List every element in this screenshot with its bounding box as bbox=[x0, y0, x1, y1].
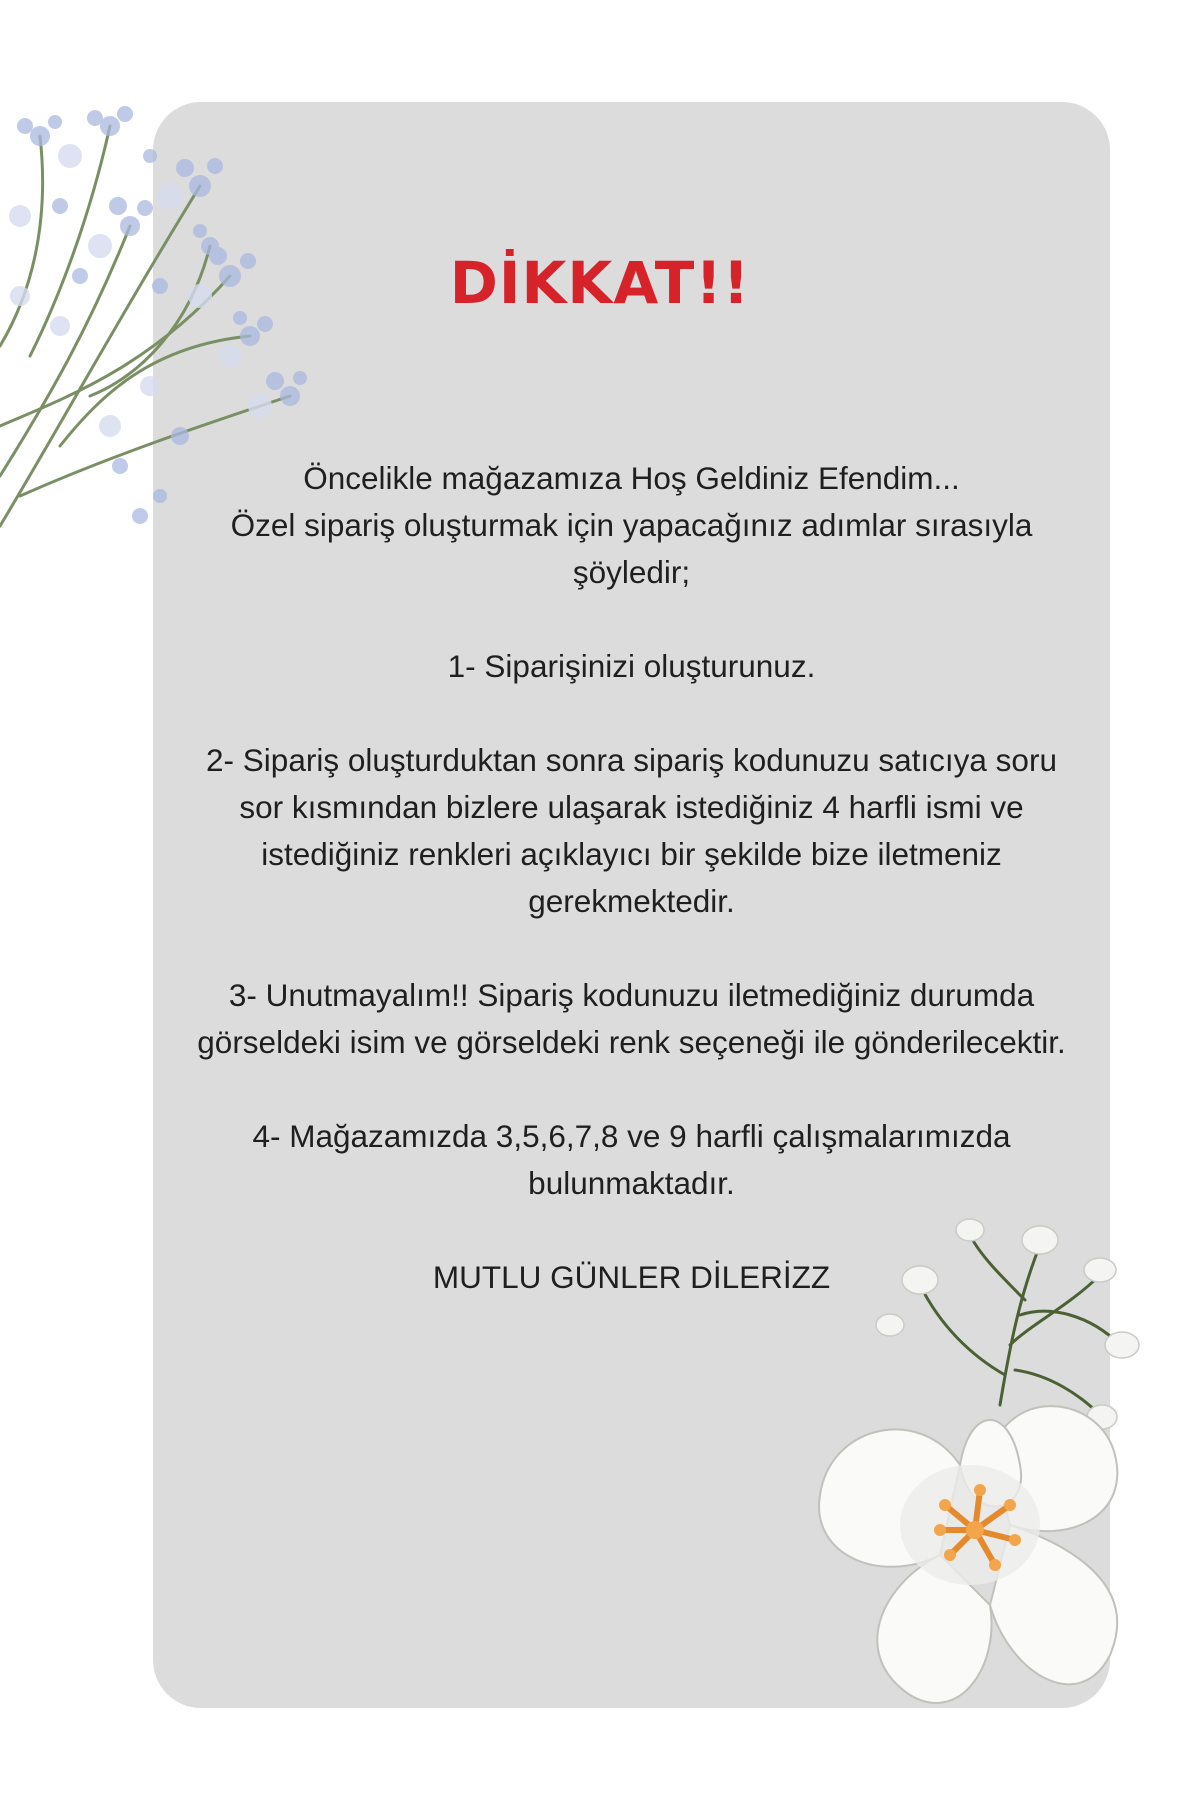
step-line: 2- Sipariş oluşturduktan sonra sipariş kodunuzu satıcıya soru bbox=[206, 742, 1057, 778]
step-line: 4- Mağazamızda 3,5,6,7,8 ve 9 harfli çalışmalarımızda bbox=[252, 1118, 1011, 1154]
step-line: 3- Unutmayalım!! Sipariş kodunuzu iletmediğiniz durumda bbox=[228, 977, 1035, 1013]
step-line: bulunmaktadır. bbox=[528, 1165, 735, 1201]
intro-line: Öncelikle mağazamıza Hoş Geldiniz Efendim... bbox=[303, 460, 960, 496]
step-line: gerekmektedir. bbox=[528, 883, 735, 919]
closing-text bbox=[153, 1254, 1110, 1301]
step-3 bbox=[153, 972, 1110, 1066]
step-line: görseldeki isim ve görseldeki renk seçeneği ile gönderilecektir. bbox=[197, 1024, 1066, 1060]
intro-line: Özel sipariş oluşturmak için yapacağınız adımlar sırasıyla bbox=[230, 507, 1033, 543]
step-1 bbox=[153, 643, 1110, 690]
step-4 bbox=[153, 1113, 1110, 1207]
step-line: sor kısmından bizlere ulaşarak istediğiniz 4 harfli ismi ve bbox=[239, 789, 1024, 825]
intro-paragraph bbox=[153, 455, 1110, 596]
intro-line: şöyledir; bbox=[572, 554, 691, 590]
step-2 bbox=[153, 737, 1110, 925]
notice-body bbox=[153, 455, 1110, 1348]
step-line: istediğiniz renkleri açıklayıcı bir şekilde bize iletmeniz bbox=[261, 836, 1002, 872]
closing-line: MUTLU GÜNLER DİLERİZZ bbox=[432, 1259, 831, 1295]
step-line: 1- Siparişinizi oluşturunuz. bbox=[447, 648, 816, 684]
page-title: DİKKAT!! bbox=[449, 249, 751, 317]
